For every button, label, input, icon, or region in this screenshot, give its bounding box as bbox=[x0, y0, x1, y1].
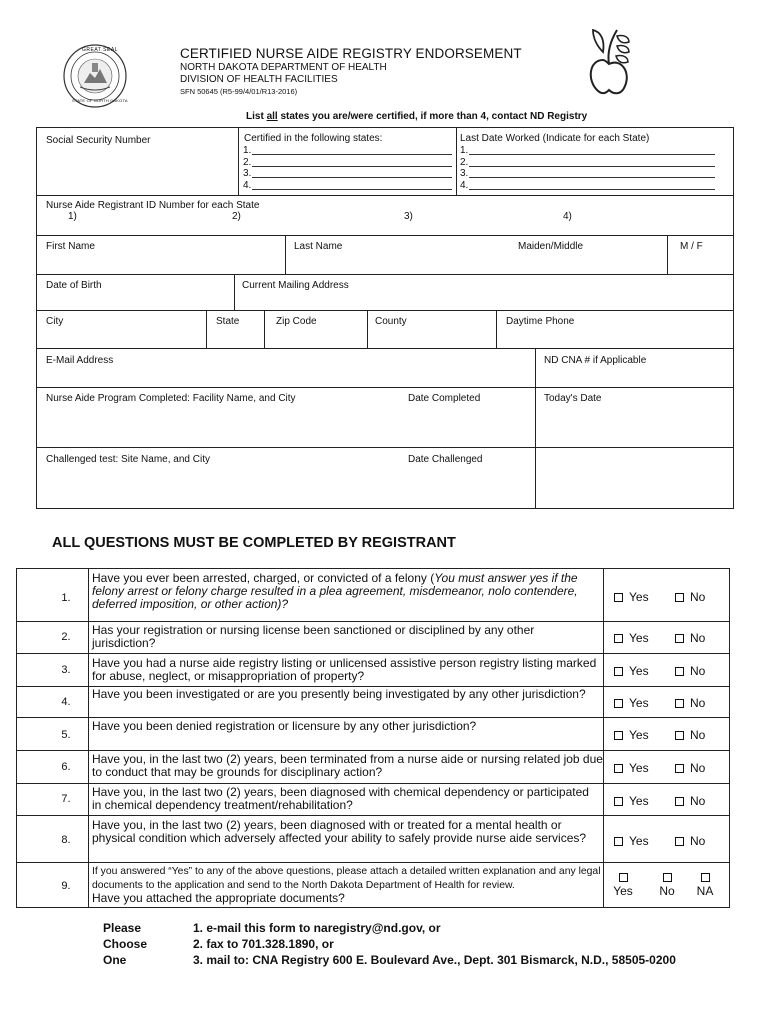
submit-choose-label bbox=[103, 920, 147, 968]
department-name: NORTH DAKOTA DEPARTMENT OF HEALTH bbox=[180, 62, 387, 73]
question-4-no[interactable] bbox=[675, 696, 705, 710]
submit-one: One bbox=[103, 953, 127, 967]
question-4-yes[interactable] bbox=[614, 696, 649, 710]
question-9-yes[interactable] bbox=[610, 870, 636, 898]
checkbox-icon bbox=[675, 731, 684, 740]
col-divider bbox=[88, 568, 89, 908]
checkbox-icon bbox=[675, 837, 684, 846]
instruction-line bbox=[246, 111, 587, 122]
last-worked-3-field[interactable] bbox=[469, 168, 715, 178]
form-code: SFN 50645 (R5-99/4/01/R13-2016) bbox=[180, 87, 298, 96]
col-divider bbox=[285, 235, 286, 274]
col-divider bbox=[456, 127, 457, 195]
submit-email-option: 1. e-mail this form to naregistry@nd.gov, or bbox=[193, 921, 441, 935]
checkbox-icon bbox=[614, 667, 623, 676]
yes-label: Yes bbox=[629, 834, 649, 848]
question-divider bbox=[16, 783, 730, 784]
email-label: E-Mail Address bbox=[46, 355, 114, 366]
question-1-no[interactable] bbox=[675, 590, 705, 604]
checkbox-icon bbox=[614, 731, 623, 740]
seal-text-bottom: STATE OF NORTH DAKOTA bbox=[72, 98, 128, 103]
submit-fax-option: 2. fax to 701.328.1890, or bbox=[193, 937, 334, 951]
submit-choose: Choose bbox=[103, 937, 148, 951]
question-number: 4. bbox=[61, 696, 71, 708]
question-7-yes[interactable] bbox=[614, 794, 649, 808]
yes-label: Yes bbox=[613, 884, 633, 898]
questions-heading: ALL QUESTIONS MUST BE COMPLETED BY REGISTRANT bbox=[52, 535, 456, 551]
instruction-suffix: states you are/were certified, if more than 4, contact ND Registry bbox=[277, 111, 588, 122]
col-divider bbox=[603, 568, 604, 908]
question-number: 6. bbox=[61, 761, 71, 773]
seal-text-top: GREAT SEAL bbox=[82, 47, 118, 53]
checkbox-icon bbox=[701, 873, 710, 882]
certified-state-2-field[interactable] bbox=[252, 157, 452, 167]
instruction-emphasis: all bbox=[266, 111, 278, 122]
question-number: 9. bbox=[61, 880, 71, 892]
question-divider bbox=[16, 750, 730, 751]
todays-date-label: Today's Date bbox=[544, 393, 602, 404]
question-6-text: Have you, in the last two (2) years, been terminated from a nurse aide or nursing related job due to conduct that may be grounds for disciplinary action? bbox=[92, 752, 603, 779]
dob-label: Date of Birth bbox=[46, 280, 102, 291]
question-7-text: Have you, in the last two (2) years, been diagnosed with chemical dependency or participated in chemical dependency treatment/rehabilitation? bbox=[92, 785, 589, 812]
row-divider bbox=[36, 387, 734, 388]
cert-line-num: 3. bbox=[243, 168, 252, 179]
question-number: 5. bbox=[61, 729, 71, 741]
no-label: No bbox=[690, 696, 706, 710]
col-divider bbox=[234, 274, 235, 310]
registrant-id-num: 1) bbox=[68, 211, 77, 222]
question-1-text-b: You must answer yes if the felony arrest or felony charge resulted in a plea agreement, misdemeanor, nolo contendere, deferred imposition, or other action)? bbox=[92, 571, 578, 611]
cert-line-num: 1. bbox=[243, 145, 252, 156]
question-5-yes[interactable] bbox=[614, 728, 649, 742]
submit-options bbox=[193, 920, 676, 968]
question-9-text-a: If you answered “Yes” to any of the above questions, please attach a detailed written explanation and any legal documents to the application and send to the North Dakota Department of Health for review. bbox=[92, 866, 601, 891]
form-title: CERTIFIED NURSE AIDE REGISTRY ENDORSEMENT bbox=[180, 46, 522, 61]
question-1-text-a: Have you ever been arrested, charged, or convicted of a felony ( bbox=[92, 571, 435, 585]
question-6-no[interactable] bbox=[675, 761, 705, 775]
question-3-no[interactable] bbox=[675, 664, 705, 678]
question-3-yes[interactable] bbox=[614, 664, 649, 678]
col-divider bbox=[496, 310, 497, 348]
col-divider bbox=[238, 127, 239, 195]
cert-line-num: 4. bbox=[243, 180, 252, 191]
no-label: No bbox=[690, 631, 706, 645]
na-label: NA bbox=[696, 884, 714, 898]
zip-label: Zip Code bbox=[276, 316, 317, 327]
question-number: 7. bbox=[61, 793, 71, 805]
ssn-field[interactable] bbox=[40, 150, 234, 192]
registrant-id-num: 2) bbox=[232, 211, 241, 222]
last-name-label: Last Name bbox=[294, 241, 343, 252]
certified-states-label: Certified in the following states: bbox=[244, 133, 383, 144]
checkbox-icon bbox=[614, 699, 623, 708]
col-divider bbox=[667, 235, 668, 274]
question-7-no[interactable] bbox=[675, 794, 705, 808]
certified-state-1-field[interactable] bbox=[252, 145, 452, 155]
ssn-label: Social Security Number bbox=[46, 135, 151, 146]
yes-label: Yes bbox=[629, 696, 649, 710]
registrant-id-num: 3) bbox=[404, 211, 413, 222]
question-2-yes[interactable] bbox=[614, 631, 649, 645]
yes-label: Yes bbox=[629, 590, 649, 604]
instruction-prefix: List bbox=[246, 111, 267, 122]
worked-line-num: 1. bbox=[460, 145, 469, 156]
worked-line-num: 4. bbox=[460, 180, 469, 191]
registrant-id-label: Nurse Aide Registrant ID Number for each State bbox=[46, 200, 260, 211]
maiden-middle-label: Maiden/Middle bbox=[518, 241, 584, 252]
last-worked-1-field[interactable] bbox=[469, 145, 715, 155]
question-9-na[interactable] bbox=[692, 870, 718, 898]
question-number: 1. bbox=[61, 592, 71, 604]
yes-label: Yes bbox=[629, 794, 649, 808]
question-8-yes[interactable] bbox=[614, 834, 649, 848]
worked-line-num: 3. bbox=[460, 168, 469, 179]
checkbox-icon bbox=[619, 873, 628, 882]
cert-line-num: 2. bbox=[243, 157, 252, 168]
checkbox-icon bbox=[614, 593, 623, 602]
phone-label: Daytime Phone bbox=[506, 316, 575, 327]
question-4-text: Have you been investigated or are you presently being investigated by any other jurisdiction? bbox=[92, 687, 586, 701]
state-seal bbox=[62, 43, 128, 109]
sex-label: M / F bbox=[680, 241, 703, 252]
checkbox-icon bbox=[663, 873, 672, 882]
checkbox-icon bbox=[614, 634, 623, 643]
checkbox-icon bbox=[675, 634, 684, 643]
yes-label: Yes bbox=[629, 728, 649, 742]
question-3-text: Have you had a nurse aide registry listing or unlicensed assistive person registry listing marked for abuse, neglect, or misappropriation of property? bbox=[92, 656, 597, 683]
challenged-label: Challenged test: Site Name, and City bbox=[46, 454, 210, 465]
state-label: State bbox=[216, 316, 240, 327]
question-divider bbox=[16, 862, 730, 863]
question-9-text-b: Have you attached the appropriate documents? bbox=[92, 891, 345, 905]
question-number: 8. bbox=[61, 834, 71, 846]
question-8-no[interactable] bbox=[675, 834, 705, 848]
checkbox-icon bbox=[675, 667, 684, 676]
last-worked-4-field[interactable] bbox=[469, 180, 715, 190]
certified-state-4-field[interactable] bbox=[252, 180, 452, 190]
certified-state-3-field[interactable] bbox=[252, 168, 452, 178]
nd-health-logo bbox=[583, 22, 633, 102]
question-1-text bbox=[92, 572, 600, 611]
checkbox-icon bbox=[614, 837, 623, 846]
checkbox-icon bbox=[675, 593, 684, 602]
question-1-yes[interactable] bbox=[614, 590, 649, 604]
no-label: No bbox=[659, 884, 675, 898]
question-5-text: Have you been denied registration or licensure by any other jurisdiction? bbox=[92, 719, 477, 733]
question-divider bbox=[16, 653, 730, 654]
no-label: No bbox=[690, 834, 706, 848]
yes-label: Yes bbox=[629, 664, 649, 678]
mailing-address-label: Current Mailing Address bbox=[242, 280, 349, 291]
question-8-text: Have you, in the last two (2) years, been diagnosed with or treated for a mental health or physical condition which adversely affected your ability to safely provide nurse aide services? bbox=[92, 818, 587, 845]
row-divider bbox=[36, 348, 734, 349]
checkbox-icon bbox=[614, 764, 623, 773]
col-divider bbox=[367, 310, 368, 348]
registrant-id-num: 4) bbox=[563, 211, 572, 222]
checkbox-icon bbox=[675, 764, 684, 773]
program-label: Nurse Aide Program Completed: Facility Name, and City bbox=[46, 393, 296, 404]
worked-line-num: 2. bbox=[460, 157, 469, 168]
date-challenged-label: Date Challenged bbox=[408, 454, 483, 465]
col-divider bbox=[206, 310, 207, 348]
question-number: 2. bbox=[61, 631, 71, 643]
checkbox-icon bbox=[675, 797, 684, 806]
question-5-no[interactable] bbox=[675, 728, 705, 742]
submit-mail-option: 3. mail to: CNA Registry 600 E. Boulevard Ave., Dept. 301 Bismarck, N.D., 58505-0200 bbox=[193, 953, 676, 967]
question-number: 3. bbox=[61, 664, 71, 676]
yes-label: Yes bbox=[629, 631, 649, 645]
city-label: City bbox=[46, 316, 64, 327]
county-label: County bbox=[375, 316, 407, 327]
question-9-no[interactable] bbox=[654, 870, 680, 898]
row-divider bbox=[36, 447, 734, 448]
yes-label: Yes bbox=[629, 761, 649, 775]
no-label: No bbox=[690, 728, 706, 742]
question-9-text bbox=[92, 865, 602, 906]
no-label: No bbox=[690, 590, 706, 604]
checkbox-icon bbox=[675, 699, 684, 708]
col-divider bbox=[535, 348, 536, 509]
row-divider bbox=[36, 195, 734, 196]
col-divider bbox=[264, 310, 265, 348]
division-name: DIVISION OF HEALTH FACILITIES bbox=[180, 74, 338, 85]
row-divider bbox=[36, 235, 734, 236]
question-6-yes[interactable] bbox=[614, 761, 649, 775]
question-divider bbox=[16, 717, 730, 718]
no-label: No bbox=[690, 664, 706, 678]
nd-cna-label: ND CNA # if Applicable bbox=[544, 355, 647, 366]
question-divider bbox=[16, 621, 730, 622]
date-completed-label: Date Completed bbox=[408, 393, 481, 404]
last-worked-2-field[interactable] bbox=[469, 157, 715, 167]
row-divider bbox=[36, 310, 734, 311]
no-label: No bbox=[690, 794, 706, 808]
last-worked-label: Last Date Worked (Indicate for each State) bbox=[460, 133, 650, 144]
checkbox-icon bbox=[614, 797, 623, 806]
submit-please: Please bbox=[103, 921, 142, 935]
question-2-no[interactable] bbox=[675, 631, 705, 645]
no-label: No bbox=[690, 761, 706, 775]
question-divider bbox=[16, 815, 730, 816]
row-divider bbox=[36, 274, 734, 275]
question-2-text: Has your registration or nursing license been sanctioned or disciplined by any other jurisdiction? bbox=[92, 623, 535, 650]
first-name-label: First Name bbox=[46, 241, 95, 252]
